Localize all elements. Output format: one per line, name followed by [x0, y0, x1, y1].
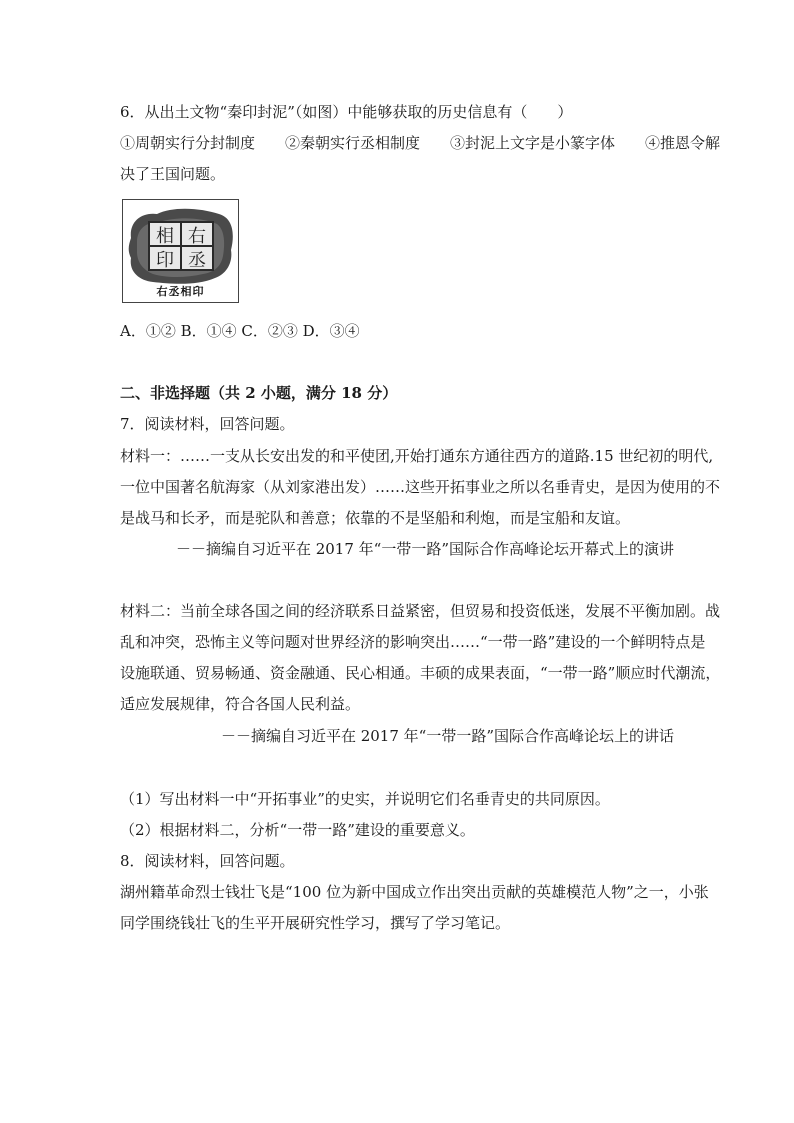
seal-figure	[122, 199, 239, 303]
q7-material2-line1: 材料二：当前全球各国之间的经济联系日益紧密，但贸易和投资低迷，发展不平衡加剧。战	[120, 602, 721, 620]
q8-line1: 湖州籍革命烈士钱壮飞是“100 位为新中国成立作出突出贡献的英雄模范人物”之一，小张	[120, 883, 709, 901]
section-2-heading: 二、非选择题（共 2 小题，满分 18 分）	[120, 384, 398, 402]
q7-subquestion-2: （2）根据材料二，分析“一带一路”建设的重要意义。	[120, 821, 475, 839]
seal-glyph-3: 印	[156, 250, 174, 271]
q6-answer-options: A．①② B．①④ C．②③ D．③④	[120, 322, 360, 340]
q6-options-line2: 决了王国问题。	[120, 165, 226, 183]
seal-glyph-1: 丞	[188, 250, 206, 271]
q6-stem: 6．从出土文物“秦印封泥”（如图）中能够获取的历史信息有（ ）	[120, 103, 573, 121]
q7-material1-line3: 是战马和长矛，而是驼队和善意；依靠的不是坚船和利炮，而是宝船和友谊。	[120, 509, 631, 527]
q6-options-line1: ①周朝实行分封制度 ②秦朝实行丞相制度 ③封泥上文字是小篆字体 ④推恩令解	[120, 134, 721, 152]
q8-line2: 同学围绕钱壮飞的生平开展研究性学习，撰写了学习笔记。	[120, 914, 511, 932]
seal-glyph-0: 右	[188, 226, 206, 247]
q7-material2-line4: 适应发展规律，符合各国人民利益。	[120, 695, 361, 713]
q7-material2-line2: 乱和冲突，恐怖主义等问题对世界经济的影响突出……“一带一路”建设的一个鲜明特点是	[120, 633, 706, 651]
q7-source2: －－摘编自习近平在 2017 年“一带一路”国际合作高峰论坛上的讲话	[220, 727, 674, 745]
q7-source1: －－摘编自习近平在 2017 年“一带一路”国际合作高峰论坛开幕式上的演讲	[175, 540, 674, 558]
q7-material1-line1: 材料一：……一支从长安出发的和平使团,开始打通东方通往西方的道路.15 世纪初的明代,	[120, 447, 714, 465]
seal-glyph-2: 相	[156, 226, 174, 247]
seal-caption: 右丞相印	[156, 285, 205, 298]
q7-subquestion-1: （1）写出材料一中“开拓事业”的史实，并说明它们名垂青史的共同原因。	[120, 790, 610, 808]
q7-material2-line3: 设施联通、贸易畅通、资金融通、民心相通。丰硕的成果表面，“一带一路”顺应时代潮流，	[120, 664, 721, 682]
q8-intro: 8．阅读材料，回答问题。	[120, 852, 295, 870]
q7-intro: 7．阅读材料，回答问题。	[120, 415, 295, 433]
q7-material1-line2: 一位中国著名航海家（从刘家港出发）……这些开拓事业之所以名垂青史，是因为使用的不	[120, 478, 721, 496]
